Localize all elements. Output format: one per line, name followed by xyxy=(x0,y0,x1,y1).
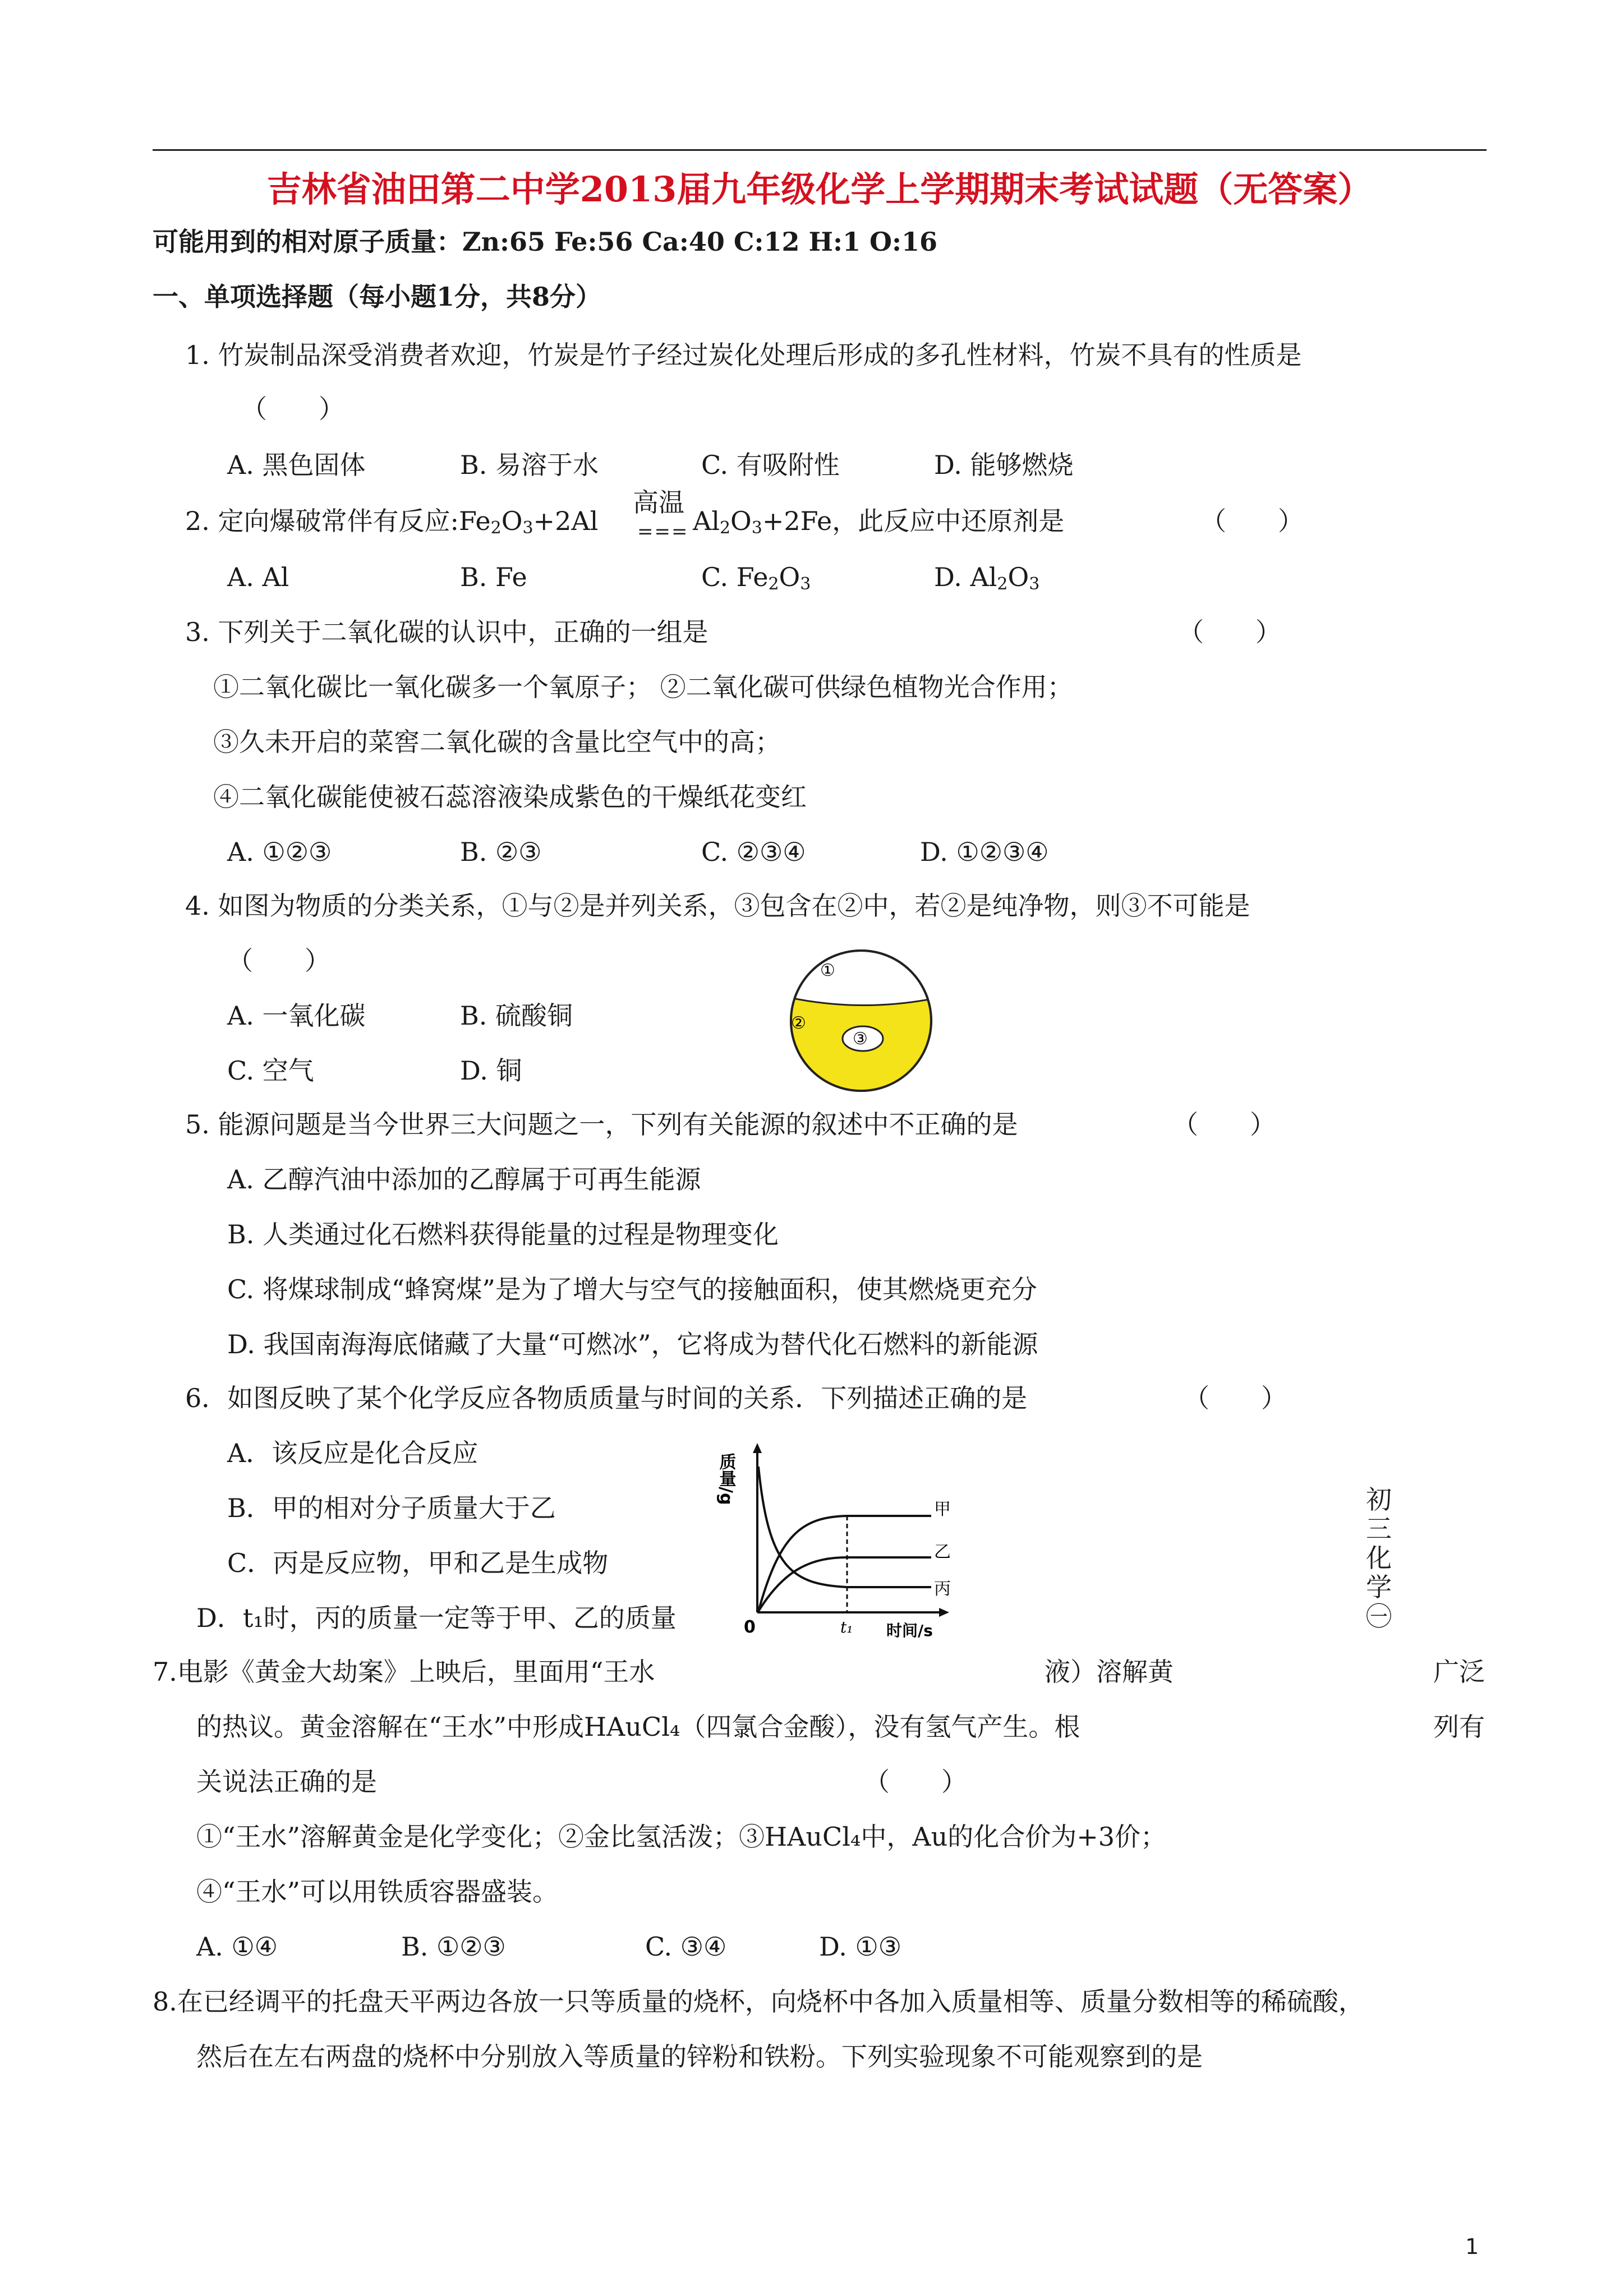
q2-option-a: A. Al xyxy=(227,562,289,592)
top-rule xyxy=(153,149,1487,151)
q7-statement-1: ①“王水”溶解黄金是化学变化；②金比氢活泼；③HAuCl₄中，Au的化合价为+3价； xyxy=(196,1822,1166,1852)
graph-t1: t₁ xyxy=(840,1618,853,1636)
graph-ylabel: 质量/g xyxy=(716,1453,736,1505)
q1-paren: （ ） xyxy=(241,394,344,424)
label-2: ② xyxy=(791,1013,806,1033)
q6-option-b: B．甲的相对分子质量大于乙 xyxy=(227,1493,556,1523)
page-number: 1 xyxy=(1465,2234,1479,2259)
q2-products: $Al_2O_3+2Fe$，此反应中还原剂是 xyxy=(693,506,1065,538)
q5-option-b: B. 人类通过化石燃料获得能量的过程是物理变化 xyxy=(227,1219,779,1250)
q3-statement-1: ①二氧化碳比一氧化碳多一个氧原子； ②二氧化碳可供绿色植物光合作用； xyxy=(213,672,1073,702)
label-3: ③ xyxy=(853,1029,868,1049)
q5-stem: 5. 能源问题是当今世界三大问题之一，下列有关能源的叙述中不正确的是 xyxy=(185,1109,1018,1140)
q1-stem: 1. 竹炭制品深受消费者欢迎，竹炭是竹子经过炭化处理后形成的多孔性材料，竹炭不具有的性质是 xyxy=(185,340,1302,370)
label-jia: 甲 xyxy=(934,1500,951,1519)
q2-option-c-text: C. Fe xyxy=(701,562,769,592)
q2-option-d: D. $Al_2O_3$ xyxy=(934,562,1040,594)
q4-stem: 4. 如图为物质的分类关系，①与②是并列关系，③包含在②中，若②是纯净物，则③不可能是 xyxy=(185,891,1250,921)
q4-option-c: C. 空气 xyxy=(227,1055,314,1086)
q6-option-c: C．丙是反应物，甲和乙是生成物 xyxy=(227,1548,609,1578)
q7-line2b: 列有 xyxy=(1433,1712,1485,1742)
q7-option-c: C. ③④ xyxy=(645,1931,727,1962)
q2-option-d-text: D. Al xyxy=(934,562,997,592)
q2-equals-sign: === xyxy=(637,520,689,543)
side-vertical-note: 初三化学㊀ xyxy=(1366,1484,1392,1631)
curve-yi xyxy=(758,1557,931,1611)
graph-origin: 0 xyxy=(744,1617,756,1637)
q2-stem: 2. 定向爆破常伴有反应$:Fe_2O_3+2Al$ xyxy=(185,506,599,538)
label-1: ① xyxy=(820,961,835,980)
graph-xlabel: 时间/s xyxy=(886,1621,933,1640)
label-yi: 乙 xyxy=(934,1542,951,1562)
label-bing: 丙 xyxy=(934,1579,951,1599)
q3-statement-3: ④二氧化碳能使被石蕊溶液染成紫色的干燥纸花变红 xyxy=(213,782,807,812)
q7-paren: （ ） xyxy=(864,1767,967,1797)
q5-paren: （ ） xyxy=(1172,1109,1276,1140)
q6-option-d: D．t₁时，丙的质量一定等于甲、乙的质量 xyxy=(196,1603,677,1633)
q7-option-a: A. ①④ xyxy=(196,1931,278,1962)
classification-diagram xyxy=(769,948,954,1094)
q3-stem: 3. 下列关于二氧化碳的认识中，正确的一组是 xyxy=(185,617,709,647)
q2-stem-a: 2. 定向爆破常伴有反应:Fe xyxy=(185,506,491,536)
mass-time-graph xyxy=(716,1433,976,1654)
q4-option-a: A. 一氧化碳 xyxy=(227,1001,366,1031)
q3-option-c: C. ②③④ xyxy=(701,837,806,867)
q6-option-a: A．该反应是化合反应 xyxy=(227,1438,479,1468)
q7-line1b: 液）溶解黄 xyxy=(1045,1657,1174,1687)
page-title: 吉林省油田第二中学2013届九年级化学上学期期末考试试题（无答案） xyxy=(266,169,1373,210)
q3-option-b: B. ②③ xyxy=(460,837,542,867)
q7-statement-2: ④“王水”可以用铁质容器盛装。 xyxy=(196,1877,559,1907)
curve-bing xyxy=(758,1467,931,1587)
q2-stem-b: Al xyxy=(693,506,720,536)
q3-paren: （ ） xyxy=(1178,617,1281,647)
q8-line2: 然后在左右两盘的烧杯中分别放入等质量的锌粉和铁粉。下列实验现象不可能观察到的是 xyxy=(196,2041,1203,2072)
q7-line1a: 7.电影《黄金大劫案》上映后，里面用“王水 xyxy=(153,1657,655,1687)
q3-option-d: D. ①②③④ xyxy=(920,837,1049,867)
q5-option-d: D. 我国南海海底储藏了大量“可燃冰”，它将成为替代化石燃料的新能源 xyxy=(227,1329,1038,1359)
q1-option-a: A. 黑色固体 xyxy=(227,450,366,480)
q8-line1: 8.在已经调平的托盘天平两边各放一只等质量的烧杯，向烧杯中各加入质量相等、质量分数相等的稀硫酸， xyxy=(153,1986,1364,2017)
q7-line3: 关说法正确的是 xyxy=(196,1767,377,1797)
q5-option-c: C. 将煤球制成“蜂窝煤”是为了增大与空气的接触面积，使其燃烧更充分 xyxy=(227,1274,1037,1304)
q1-option-d: D. 能够燃烧 xyxy=(934,450,1074,480)
atomic-mass-line: 可能用到的相对原子质量：Zn:65 Fe:56 Ca:40 C:12 H:1 O:16 xyxy=(153,227,938,257)
q7-line2: 的热议。黄金溶解在“王水”中形成HAuCl₄（四氯合金酸），没有氢气产生。根 xyxy=(196,1712,1080,1742)
q6-paren: （ ） xyxy=(1184,1383,1287,1413)
q3-statement-2: ③久未开启的菜窖二氧化碳的含量比空气中的高； xyxy=(213,727,781,757)
q1-option-b: B. 易溶于水 xyxy=(460,450,599,480)
q4-paren: （ ） xyxy=(227,946,330,976)
q2-condition: 高温 xyxy=(633,487,684,518)
q7-option-b: B. ①②③ xyxy=(401,1931,506,1962)
section-heading: 一、单项选择题（每小题1分，共8分） xyxy=(153,282,602,312)
q1-option-c: C. 有吸附性 xyxy=(701,450,840,480)
q4-option-d: D. 铜 xyxy=(460,1055,522,1086)
q2-stem-c: +2Fe，此反应中还原剂是 xyxy=(762,506,1065,536)
q4-option-b: B. 硫酸铜 xyxy=(460,1001,573,1031)
q5-option-a: A. 乙醇汽油中添加的乙醇属于可再生能源 xyxy=(227,1164,701,1195)
q6-stem: 6．如图反映了某个化学反应各物质质量与时间的关系．下列描述正确的是 xyxy=(185,1383,1028,1413)
q2-option-b: B. Fe xyxy=(460,562,527,592)
q7-option-d: D. ①③ xyxy=(819,1931,901,1962)
q2-paren: （ ） xyxy=(1200,506,1304,536)
q7-line1c: 广泛 xyxy=(1433,1657,1485,1687)
q2-option-c: C. $Fe_2O_3$ xyxy=(701,562,811,594)
q3-option-a: A. ①②③ xyxy=(227,837,332,867)
